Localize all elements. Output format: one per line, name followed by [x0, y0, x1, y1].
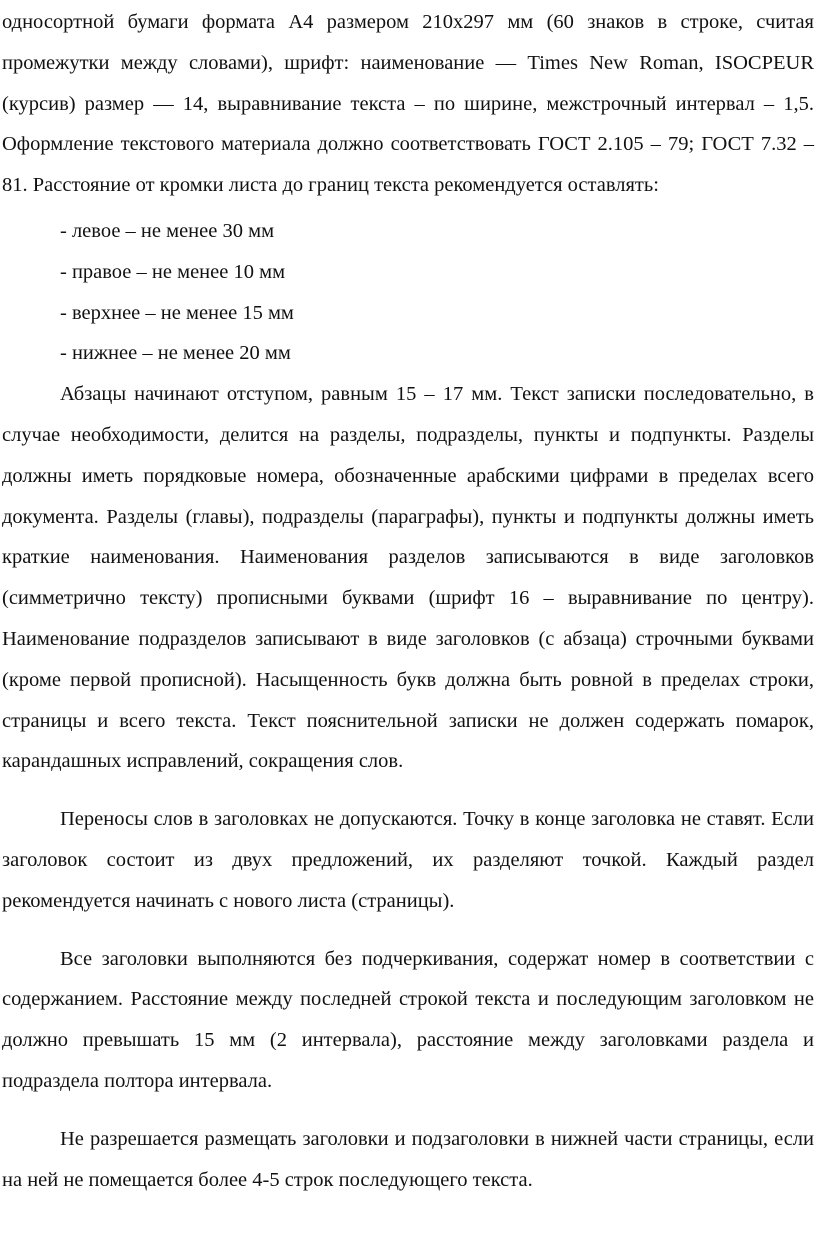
paragraph-hyphenation: Переносы слов в заголовках не допускаются. Точку в конце заголовка не ставят. Если заголовок состоит из двух предложений, их разделяют точкой. Каждый раздел рекомендуется начинать с нового листа (страницы). [2, 808, 814, 912]
list-item-top-margin: - верхнее – не менее 15 мм [60, 301, 294, 324]
list-item-right-margin: - правое – не менее 10 мм [60, 260, 286, 283]
paragraph-paper-format: односортной бумаги формата А4 размером 210х297 мм (60 знаков в строке, считая промежутки между словами), шрифт: наименование — Times New Roman, ISOCPEUR (курсив) размер — 14, выравнивание текста – по ширине, межстрочный интервал – 1,5. Оформление текстового материала должно соответствовать ГОСТ 2.105 – 79; ГОСТ 7.32 – 81. Расстояние от кромки листа до границ текста рекомендуется оставлять: [2, 11, 814, 197]
list-item-bottom-margin: - нижнее – не менее 20 мм [60, 342, 291, 365]
margins-list [2, 211, 814, 374]
paragraph-sections: Абзацы начинают отступом, равным 15 – 17 мм. Текст записки последовательно, в случае необходимости, делится на разделы, подразделы, пункты и подпункты. Разделы должны иметь порядковые номера, обозначенные арабскими цифрами в пределах всего документа. Разделы (главы), подразделы (параграфы), пункты и подпункты должны иметь краткие наименования. Наименования разделов записываются в виде заголовков (симметрично тексту) прописными буквами (шрифт 16 – выравнивание по центру). Наименование подразделов записывают в виде заголовков (с абзаца) строчными буквами (кроме первой прописной). Насыщенность букв должна быть ровной в пределах строки, страницы и всего текста. Текст пояснительной записки не должен содержать помарок, карандашных исправлений, сокращения слов. [2, 383, 814, 773]
list-item-left-margin: - левое – не менее 30 мм [60, 219, 275, 242]
paragraph-page-bottom: Не разрешается размещать заголовки и подзаголовки в нижней части страницы, если на ней не помещается более 4-5 строк последующего текста. [2, 1127, 814, 1191]
paragraph-headings: Все заголовки выполняются без подчеркивания, содержат номер в соответствии с содержанием. Расстояние между последней строкой текста и последующим заголовком не должно превышать 15 мм (2 интервала), расстояние между заголовками раздела и подраздела полтора интервала. [2, 947, 814, 1092]
